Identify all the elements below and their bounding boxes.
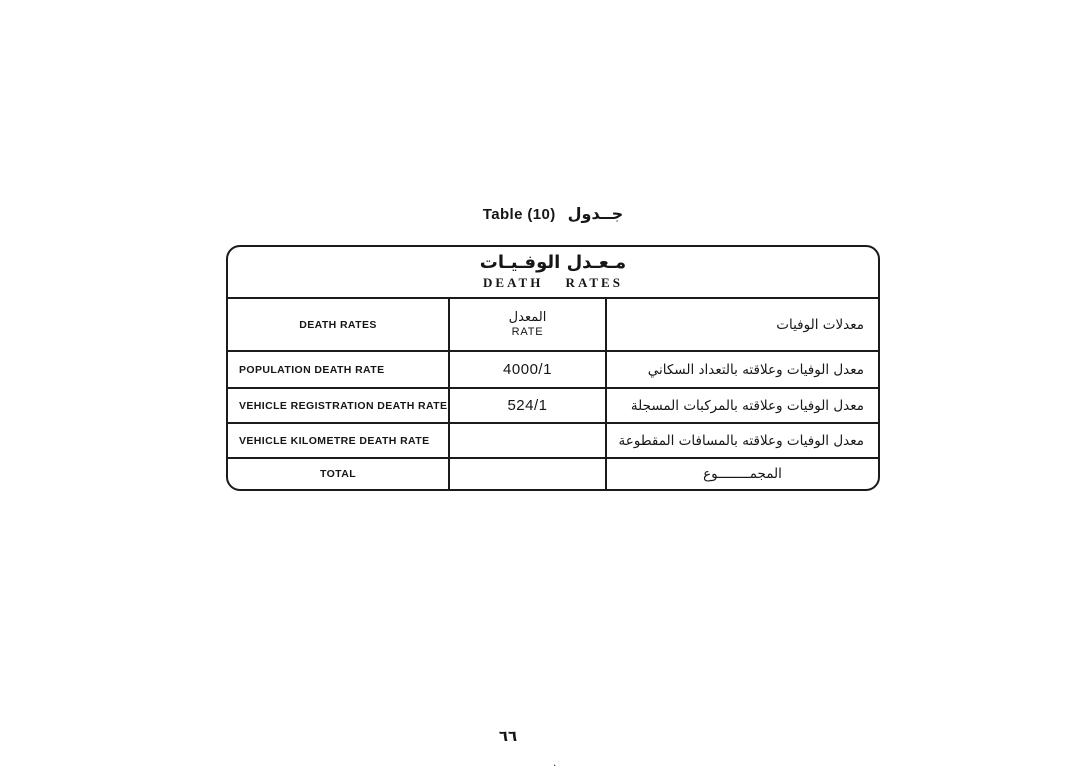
- table-caption-ar: جــدول: [567, 204, 624, 223]
- total-english-label: TOTAL: [319, 468, 357, 480]
- column-header-arabic-label: معدلات الوفيات: [776, 316, 864, 333]
- table-caption: [226, 204, 880, 223]
- column-header-arabic: [607, 299, 878, 350]
- table-caption-en: Table (10): [482, 206, 556, 223]
- row-rate-cell: [450, 352, 607, 387]
- row-english-cell: [228, 424, 450, 457]
- row-english-label: VEHICLE REGISTRATION DEATH RATE: [239, 399, 448, 412]
- table-header-row: [228, 297, 878, 350]
- column-header-english: [228, 299, 450, 350]
- table-total-row: [228, 457, 878, 489]
- total-arabic-cell: [607, 459, 878, 489]
- total-english-cell: [228, 459, 450, 489]
- total-arabic-label: المجمــــــــوع: [703, 466, 782, 482]
- death-rates-table: [226, 245, 880, 491]
- row-rate-cell: [450, 424, 607, 457]
- table-title-english: DEATH RATES: [483, 275, 623, 291]
- table-row: [228, 350, 878, 387]
- column-header-rate: [450, 299, 607, 350]
- row-english-label: VEHICLE KILOMETRE DEATH RATE: [239, 434, 430, 447]
- page-number: ٦٦: [498, 727, 518, 745]
- row-rate-value: 4000/1: [503, 361, 552, 378]
- total-rate-cell: [450, 459, 607, 489]
- column-header-english-label: DEATH RATES: [299, 318, 377, 331]
- row-rate-cell: [450, 389, 607, 422]
- row-arabic-label: معدل الوفيات وعلاقته بالتعداد السكاني: [647, 361, 864, 378]
- table-title-row: [228, 247, 878, 297]
- row-arabic-cell: [607, 424, 878, 457]
- row-arabic-label: معدل الوفيات وعلاقته بالمسافات المقطوعة: [618, 432, 864, 449]
- table-title-arabic: مـعـدل الوفـيـات: [479, 251, 627, 273]
- stray-mark: .: [553, 755, 557, 769]
- row-english-label: POPULATION DEATH RATE: [239, 363, 385, 376]
- table-row: [228, 387, 878, 422]
- row-rate-value: 524/1: [507, 397, 548, 414]
- row-english-cell: [228, 352, 450, 387]
- row-arabic-cell: [607, 389, 878, 422]
- rate-header-arabic: المعدل: [508, 309, 547, 325]
- row-english-cell: [228, 389, 450, 422]
- rate-header-english: RATE: [511, 325, 544, 338]
- table-row: [228, 422, 878, 457]
- row-arabic-cell: [607, 352, 878, 387]
- row-arabic-label: معدل الوفيات وعلاقته بالمركبات المسجلة: [630, 397, 864, 414]
